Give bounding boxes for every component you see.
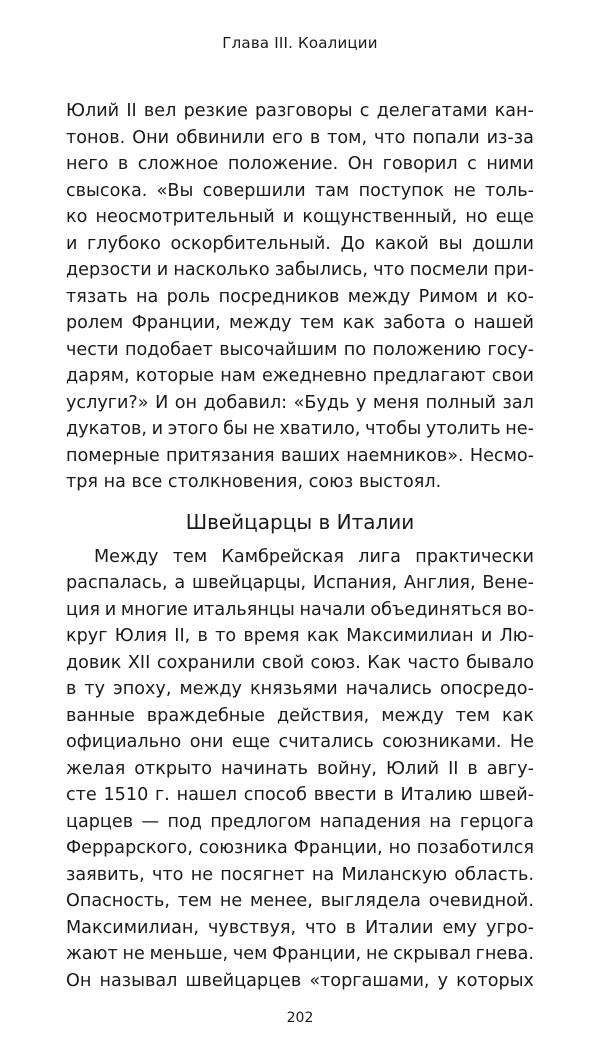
word: очевидной.	[428, 891, 534, 911]
word: «Будь	[293, 392, 350, 413]
word: гнева.	[475, 944, 534, 964]
word: чем	[232, 944, 268, 964]
word: свои	[491, 366, 534, 386]
word: Они	[132, 127, 170, 148]
section-heading: Швейцарцы в Италии	[185, 509, 415, 534]
word: насколько	[173, 260, 270, 280]
word: дошли	[472, 233, 534, 254]
word: там	[314, 180, 350, 201]
text-line	[66, 337, 534, 364]
word: практически	[415, 546, 534, 567]
text-line-last: тря на все столкновения, союз выстоял.	[66, 472, 442, 492]
word: забота	[383, 313, 446, 333]
word: утолить	[425, 419, 501, 439]
word: в	[197, 626, 208, 646]
word: оскорбительный.	[170, 233, 331, 254]
word: он	[174, 392, 198, 413]
text-line	[66, 809, 534, 836]
word: добавил:	[203, 392, 288, 413]
word: ция	[66, 599, 100, 620]
word: князьями	[249, 679, 338, 699]
word: и	[480, 626, 493, 646]
text-block	[66, 98, 534, 994]
word: дарям,	[66, 366, 130, 386]
word: положению	[372, 339, 482, 360]
word: что	[374, 127, 406, 148]
paragraph-2	[66, 544, 534, 995]
word: швейцарцы,	[191, 573, 307, 593]
word: свой	[261, 652, 305, 673]
word: герцога	[459, 811, 534, 832]
word: ними	[486, 154, 534, 174]
word: вы	[438, 233, 463, 254]
word: менее,	[249, 891, 313, 911]
word: с	[467, 154, 477, 174]
word: Юлий	[385, 758, 440, 779]
word: Камбрейская	[221, 546, 344, 567]
word: враждебные	[146, 705, 266, 726]
word: Лю-	[499, 626, 534, 646]
word: Франции,	[272, 944, 362, 964]
word: начали	[299, 599, 366, 620]
word: Миланскую	[341, 864, 448, 885]
word: Опасность,	[66, 891, 170, 911]
word: г.	[155, 785, 170, 805]
word: и	[66, 233, 78, 254]
word: подобает	[124, 339, 213, 360]
word: тязать	[66, 286, 128, 307]
word: Римом	[418, 286, 478, 307]
text-line	[66, 888, 534, 915]
word: Как	[367, 652, 402, 673]
word: считались	[278, 732, 374, 752]
word: ежедневно	[261, 366, 367, 386]
word: союз.	[310, 652, 361, 673]
word: выглядела	[320, 891, 421, 911]
word: из-за	[486, 127, 534, 148]
word: Англия,	[403, 573, 476, 593]
word: не-	[505, 419, 534, 439]
word: заявить,	[66, 864, 145, 885]
word: этого	[167, 419, 219, 439]
text-line	[66, 703, 534, 730]
word: Франции,	[293, 838, 383, 858]
word: дерзости	[66, 260, 152, 280]
word: на	[311, 864, 335, 885]
word: и	[156, 260, 169, 280]
text-line	[66, 597, 534, 624]
word: как	[501, 705, 534, 726]
word: услуги?»	[66, 392, 149, 413]
word: между	[381, 705, 444, 726]
text-line	[66, 390, 534, 417]
word: в	[117, 154, 129, 174]
word: поступок	[358, 180, 445, 201]
word: какой	[374, 233, 429, 254]
word: его	[272, 127, 303, 148]
word: ко-	[506, 286, 534, 307]
text-line	[66, 941, 534, 968]
word: Италии	[365, 917, 434, 938]
word: то	[215, 626, 237, 646]
word: 1510	[103, 785, 149, 805]
word: они	[189, 732, 224, 752]
text-line	[66, 284, 534, 311]
word: кощунственный,	[302, 207, 458, 227]
word: притязания	[166, 445, 275, 466]
word: о	[454, 313, 465, 333]
word: толь-	[484, 180, 534, 201]
word: что	[305, 917, 337, 938]
text-line	[66, 178, 534, 205]
word: царцев	[66, 811, 134, 832]
word: довик	[66, 652, 122, 673]
word: угро-	[486, 917, 534, 938]
text-line	[66, 310, 534, 337]
word: время	[243, 626, 300, 646]
word: II	[126, 101, 137, 121]
word: не	[252, 419, 275, 439]
word: и	[151, 419, 164, 439]
word: нашел	[176, 785, 238, 805]
word: Испания,	[312, 573, 398, 593]
text-line	[66, 650, 534, 677]
word: действия,	[276, 705, 370, 726]
word: которые	[135, 366, 215, 386]
word: с	[359, 101, 370, 121]
word: Максимилиан,	[66, 917, 199, 938]
word: часто	[407, 652, 460, 673]
word: хватило,	[279, 419, 361, 439]
word: не	[365, 944, 389, 964]
word: швейцарцев	[185, 970, 302, 991]
word: союзника	[198, 838, 288, 858]
word: XII	[127, 652, 151, 673]
word: ему	[442, 917, 477, 938]
word: тем	[299, 313, 335, 333]
word: посмели	[409, 260, 489, 280]
word: в	[66, 679, 77, 699]
word: ко	[66, 207, 88, 227]
word: резкие	[183, 101, 248, 121]
word: Не	[509, 732, 534, 752]
text-line	[66, 729, 534, 756]
text-line	[66, 416, 534, 443]
word: как	[306, 626, 339, 646]
word: Феррарского,	[66, 838, 193, 858]
word: что	[373, 260, 405, 280]
word: бы	[223, 419, 248, 439]
word: «Вы	[156, 180, 194, 201]
text-line	[66, 231, 534, 258]
text-line-first	[66, 544, 534, 571]
word: распалась,	[66, 573, 168, 593]
word: еще	[495, 207, 534, 227]
word: говорил	[382, 154, 458, 174]
word: круг	[66, 626, 108, 646]
word: что	[152, 864, 184, 885]
word: госу-	[487, 339, 534, 360]
word: II	[448, 758, 459, 779]
word: лига	[358, 546, 401, 567]
word: в	[383, 785, 394, 805]
word: —	[141, 811, 160, 832]
word: называл	[99, 970, 178, 991]
text-line	[66, 363, 534, 390]
word: неосмотрительный	[95, 207, 275, 227]
word: а	[174, 573, 186, 593]
word: наемников».	[346, 445, 464, 466]
word: Вене-	[482, 573, 534, 593]
paragraph-1	[66, 98, 534, 496]
word: у	[437, 970, 449, 991]
text-line	[66, 756, 534, 783]
word: в	[309, 127, 321, 148]
word: область.	[454, 864, 534, 885]
text-line	[66, 151, 534, 178]
word: на	[135, 286, 159, 307]
word: высочайшим	[219, 339, 338, 360]
word: и	[282, 207, 295, 227]
word: начались	[345, 679, 432, 699]
text-line	[66, 782, 534, 809]
word: которых	[456, 970, 534, 991]
word: разговоры	[255, 101, 353, 121]
word: под	[167, 811, 202, 832]
word: Он	[347, 154, 374, 174]
word: забылись,	[274, 260, 369, 280]
word: не	[122, 944, 145, 964]
text-line	[66, 835, 534, 862]
word: как	[342, 313, 375, 333]
word: тонов.	[66, 127, 126, 148]
word: чести	[66, 339, 119, 360]
word: при-	[493, 260, 534, 280]
word: союзниками.	[382, 732, 502, 752]
word: нашей	[473, 313, 534, 333]
word: том,	[327, 127, 368, 148]
word: между	[347, 286, 411, 307]
word: сте	[66, 785, 97, 805]
word: скрывал	[393, 944, 471, 964]
word: швей-	[478, 785, 534, 805]
word: по	[343, 339, 367, 360]
word: на	[429, 811, 452, 832]
word: «торгашами,	[309, 970, 430, 991]
text-line	[66, 125, 534, 152]
word: еще	[231, 732, 271, 752]
text-line	[66, 862, 534, 889]
word: положение.	[227, 154, 339, 174]
word: меня	[372, 392, 420, 413]
text-line	[66, 98, 534, 125]
word: и	[104, 599, 117, 620]
word: не	[453, 180, 476, 201]
word: многие	[120, 599, 188, 620]
text-line	[66, 676, 534, 703]
word: роль	[166, 286, 211, 307]
word: и	[486, 286, 498, 307]
word: него	[66, 154, 109, 174]
word: в	[345, 917, 357, 938]
word: бывало	[466, 652, 534, 673]
word: Он	[66, 970, 92, 991]
word: меньше,	[149, 944, 229, 964]
text-line	[66, 968, 534, 995]
word: вел	[143, 101, 177, 121]
word: опосредо-	[439, 679, 534, 699]
text-line	[66, 570, 534, 597]
word: но	[388, 838, 411, 858]
text-line	[66, 623, 534, 650]
word: открыто	[134, 758, 212, 779]
word: ввести	[313, 785, 377, 805]
text-line	[66, 204, 534, 231]
word: у	[355, 392, 367, 413]
word: II,	[174, 626, 191, 646]
word: объединяться	[370, 599, 502, 620]
word: предлагают	[372, 366, 486, 386]
word: войну,	[316, 758, 378, 779]
word: сложное	[137, 154, 219, 174]
page-number: 202	[286, 1010, 314, 1026]
word: жают	[66, 944, 118, 964]
word: посредников	[218, 286, 340, 307]
word: обвинили	[175, 127, 266, 148]
word: кан-	[494, 101, 534, 121]
word: полный	[425, 392, 496, 413]
word: тем	[455, 705, 491, 726]
word: глубоко	[87, 233, 161, 254]
word: Максимилиан	[346, 626, 474, 646]
word: ту	[84, 679, 106, 699]
word: дукатов,	[66, 419, 147, 439]
word: авгу-	[486, 758, 534, 779]
word: начинать	[220, 758, 308, 779]
word: померные	[66, 445, 160, 466]
word: эпоху,	[113, 679, 172, 699]
word: предлогом	[210, 811, 312, 832]
word: тем	[172, 546, 208, 567]
text-line	[66, 443, 534, 470]
word: Между	[94, 546, 159, 567]
word: итальянцы	[192, 599, 295, 620]
word: нападения	[319, 811, 421, 832]
word: свысока.	[66, 180, 148, 201]
word: Франции,	[131, 313, 221, 333]
word: способ	[243, 785, 307, 805]
word: в	[467, 758, 478, 779]
word: ванные	[66, 705, 135, 726]
word: Несмо-	[469, 445, 534, 466]
word: Италию	[400, 785, 473, 805]
word: делегатами	[376, 101, 488, 121]
word: желая	[66, 758, 126, 779]
text-line	[66, 915, 534, 942]
text-line	[66, 257, 534, 284]
word: До	[340, 233, 365, 254]
word: чтобы	[365, 419, 422, 439]
word: зал	[502, 392, 534, 413]
word: ролем	[66, 313, 124, 333]
word: сохранили	[156, 652, 256, 673]
running-head: Глава III. Коалиции	[222, 34, 378, 52]
word: во-	[506, 599, 534, 620]
word: не	[219, 891, 243, 911]
word: Юлия	[114, 626, 167, 646]
word: позаботился	[416, 838, 534, 858]
word: между	[179, 679, 242, 699]
word: нам	[220, 366, 256, 386]
word: тем	[177, 891, 213, 911]
word: официально	[66, 732, 182, 752]
word: но	[465, 207, 488, 227]
word: ваших	[280, 445, 340, 466]
word: не	[190, 864, 214, 885]
word: чувствуя,	[208, 917, 297, 938]
word: Юлий	[66, 101, 120, 121]
word: попали	[412, 127, 480, 148]
word: посягнет	[220, 864, 305, 885]
word: совершили	[202, 180, 306, 201]
word: И	[155, 392, 169, 413]
word: между	[229, 313, 292, 333]
